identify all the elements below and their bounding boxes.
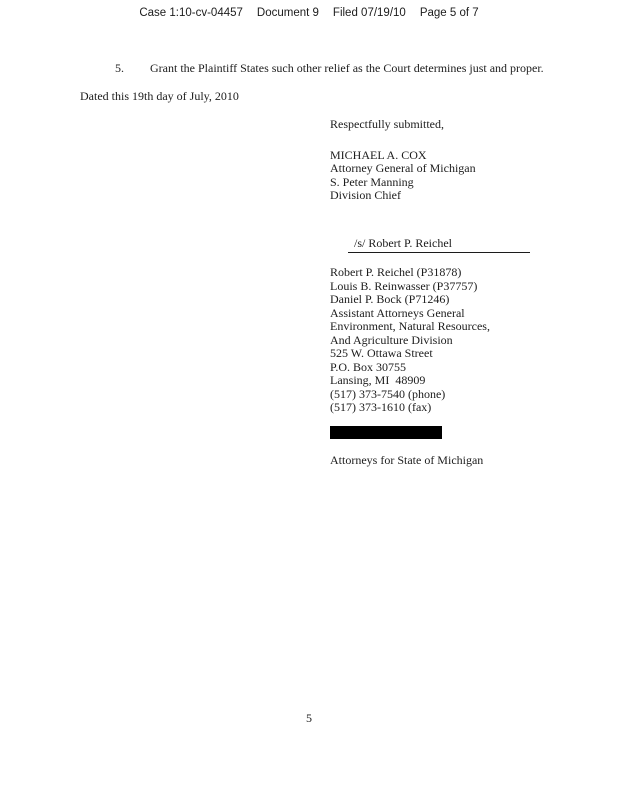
document-number-label: Document 9: [256, 7, 319, 19]
relief-paragraph: [115, 61, 575, 75]
spacer: [330, 132, 560, 149]
phone-number-line: (517) 373-7540 (phone): [330, 386, 446, 401]
division-name-line: Environment, Natural Resources,: [330, 319, 490, 333]
electronic-signature-line: /s/ Robert P. Reichel: [348, 237, 530, 253]
respectfully-submitted-line: Respectfully submitted,: [330, 117, 444, 131]
dated-line: Dated this 19th day of July, 2010: [80, 89, 239, 103]
redaction-bar: [330, 426, 442, 439]
page-number: 5: [306, 711, 312, 725]
fax-number-line: (517) 373-1610 (fax): [330, 400, 432, 414]
attorney-name-bar-number: Robert P. Reichel (P31878): [330, 265, 462, 279]
case-number-label: Case 1:10-cv-04457: [139, 7, 243, 19]
attorney-name-bar-number: Daniel P. Bock (P71246): [330, 292, 450, 306]
division-chief-title: Division Chief: [330, 188, 401, 202]
division-chief-name: S. Peter Manning: [330, 174, 414, 189]
street-address-line: 525 W. Ottawa Street: [330, 346, 433, 360]
city-state-zip-line: Lansing, MI 48909: [330, 373, 426, 387]
po-box-line: P.O. Box 30755: [330, 359, 407, 374]
relief-paragraph-number: 5.: [115, 61, 124, 75]
relief-paragraph-text: Grant the Plaintiff States such other relief as the Court determines just and proper.: [150, 61, 544, 75]
attorneys-title-line: Assistant Attorneys General: [330, 305, 465, 320]
attorney-general-title: Attorney General of Michigan: [330, 161, 476, 175]
page-count-label: Page 5 of 7: [419, 7, 479, 19]
pacer-stamp-header: [0, 7, 618, 19]
spacer: [330, 203, 560, 224]
filed-date-label: Filed 07/19/10: [332, 7, 406, 19]
signature-block: [330, 118, 560, 467]
attorneys-for-line: Attorneys for State of Michigan: [330, 452, 484, 467]
attorney-name-bar-number: Louis B. Reinwasser (P37757): [330, 278, 478, 293]
division-name-line: And Agriculture Division: [330, 332, 453, 347]
attorney-general-name: MICHAEL A. COX: [330, 147, 427, 162]
